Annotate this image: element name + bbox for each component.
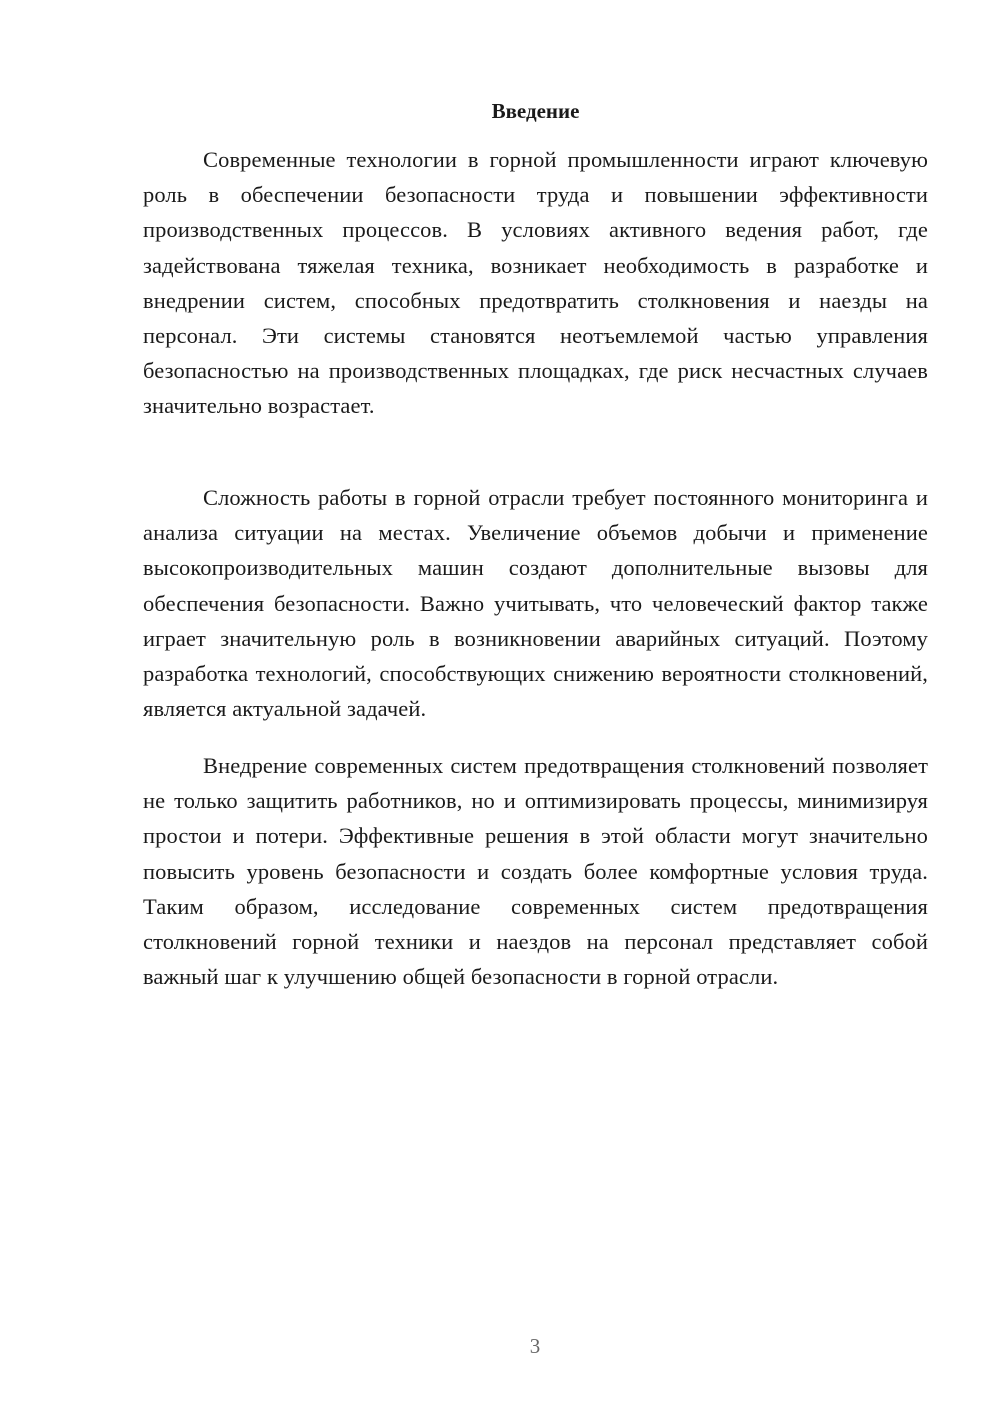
- section-title: Введение: [491, 99, 580, 123]
- paragraph-2: Сложность работы в горной отрасли требует постоянного мониторинга и анализа ситуации на местах. Увеличение объемов добычи и применение высокопроизводительных машин создают дополнительные вызовы для обеспечения безопасности. Важно учитывать, что человеческий фактор также играет значительную роль в возникновении аварийных ситуаций. Поэтому разработка технологий, способствующих снижению вероятности столкновений, является актуальной задачей.: [143, 485, 928, 722]
- paragraph-3: Внедрение современных систем предотвращения столкновений позволяет не только защитить работников, но и оптимизировать процессы, минимизируя простои и потери. Эффективные решения в этой области могут значительно повысить уровень безопасности и создать более комфортные условия труда. Таким образом, исследование современных систем предотвращения столкновений горной техники и наездов на персонал представляет собой важный шаг к улучшению общей безопасности в горной отрасли.: [143, 753, 928, 990]
- paragraph-1: Современные технологии в горной промышленности играют ключевую роль в обеспечении безопасности труда и повышении эффективности производственных процессов. В условиях активного ведения работ, где задействована тяжелая техника, возникает необходимость в разработке и внедрении систем, способных предотвратить столкновения и наезды на персонал. Эти системы становятся неотъемлемой частью управления безопасностью на производственных площадках, где риск несчастных случаев значительно возрастает.: [143, 147, 928, 419]
- page-number: 3: [529, 1334, 541, 1358]
